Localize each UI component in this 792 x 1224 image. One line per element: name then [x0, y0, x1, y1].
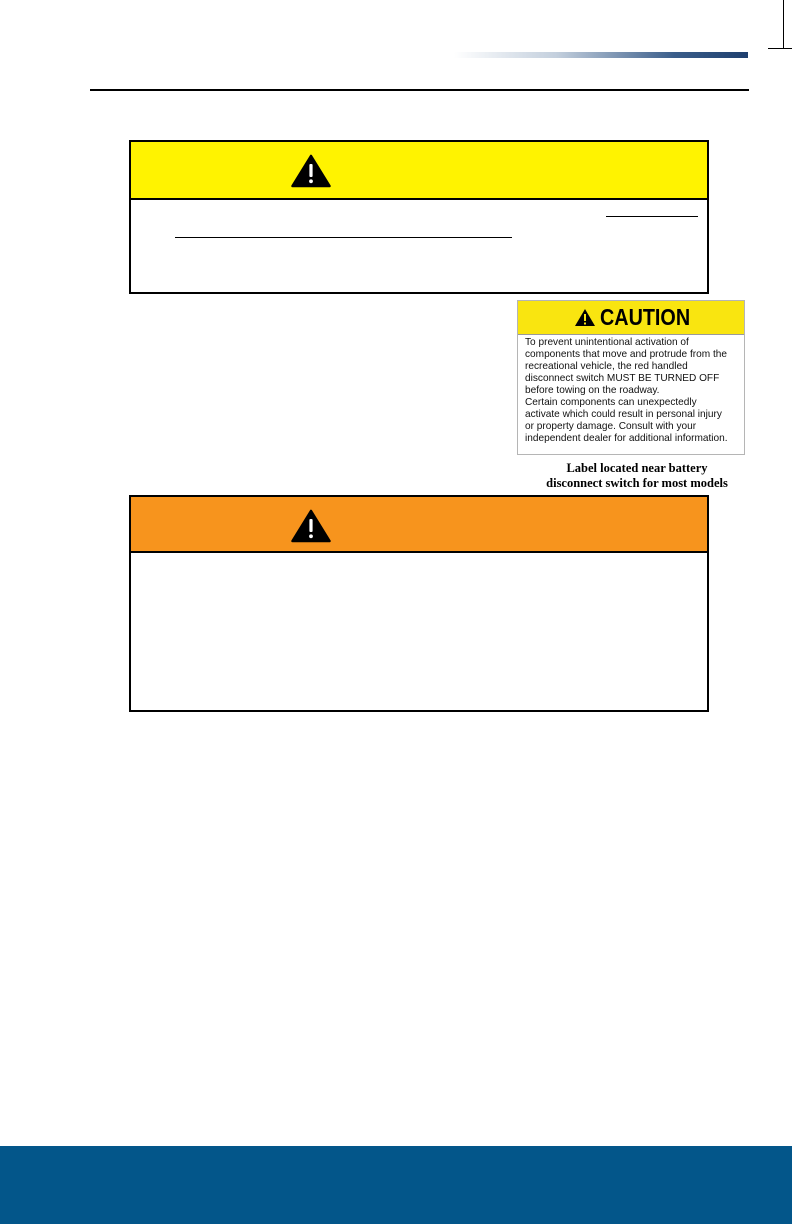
warning-body	[131, 553, 707, 710]
warning-triangle-icon	[291, 154, 331, 188]
caution-label-header	[518, 301, 744, 335]
caution-label-line: disconnect switch MUST BE TURNED OFF	[525, 373, 720, 384]
footer-band	[0, 1146, 792, 1224]
caution-label-line: Certain components can unexpectedly	[525, 397, 697, 408]
caution-label-line: independent dealer for additional information.	[525, 433, 728, 444]
warning-box	[129, 495, 709, 712]
caution-label-title: CAUTION	[599, 304, 690, 330]
figure-caption	[517, 461, 757, 491]
caution-box	[129, 140, 709, 294]
caution-label-body	[518, 335, 744, 445]
caution-label-line: before towing on the roadway.	[525, 385, 660, 396]
caution-label-line: activate which could result in personal injury	[525, 409, 722, 420]
figure-caption-line-1: Label located near battery	[566, 461, 708, 475]
figure-caption-line-2: disconnect switch for most models	[546, 476, 728, 490]
caution-label-line: components that move and protrude from the	[525, 349, 727, 360]
caution-body	[131, 200, 707, 292]
caution-underline-a	[606, 216, 698, 217]
caution-header	[131, 142, 707, 200]
header-rule	[90, 89, 749, 91]
warning-header	[131, 497, 707, 553]
crop-mark-top-horizontal	[768, 48, 792, 49]
crop-mark-top	[783, 0, 784, 48]
caution-label-line: recreational vehicle, the red handled	[525, 361, 688, 372]
caution-underline-b	[175, 237, 512, 238]
header-accent-bar	[454, 52, 748, 58]
caution-label-image	[517, 300, 745, 455]
warning-triangle-icon	[291, 509, 331, 543]
caution-label-line: or property damage. Consult with your	[525, 421, 697, 432]
warning-triangle-icon	[574, 308, 596, 327]
caution-label-line: To prevent unintentional activation of	[525, 337, 689, 348]
